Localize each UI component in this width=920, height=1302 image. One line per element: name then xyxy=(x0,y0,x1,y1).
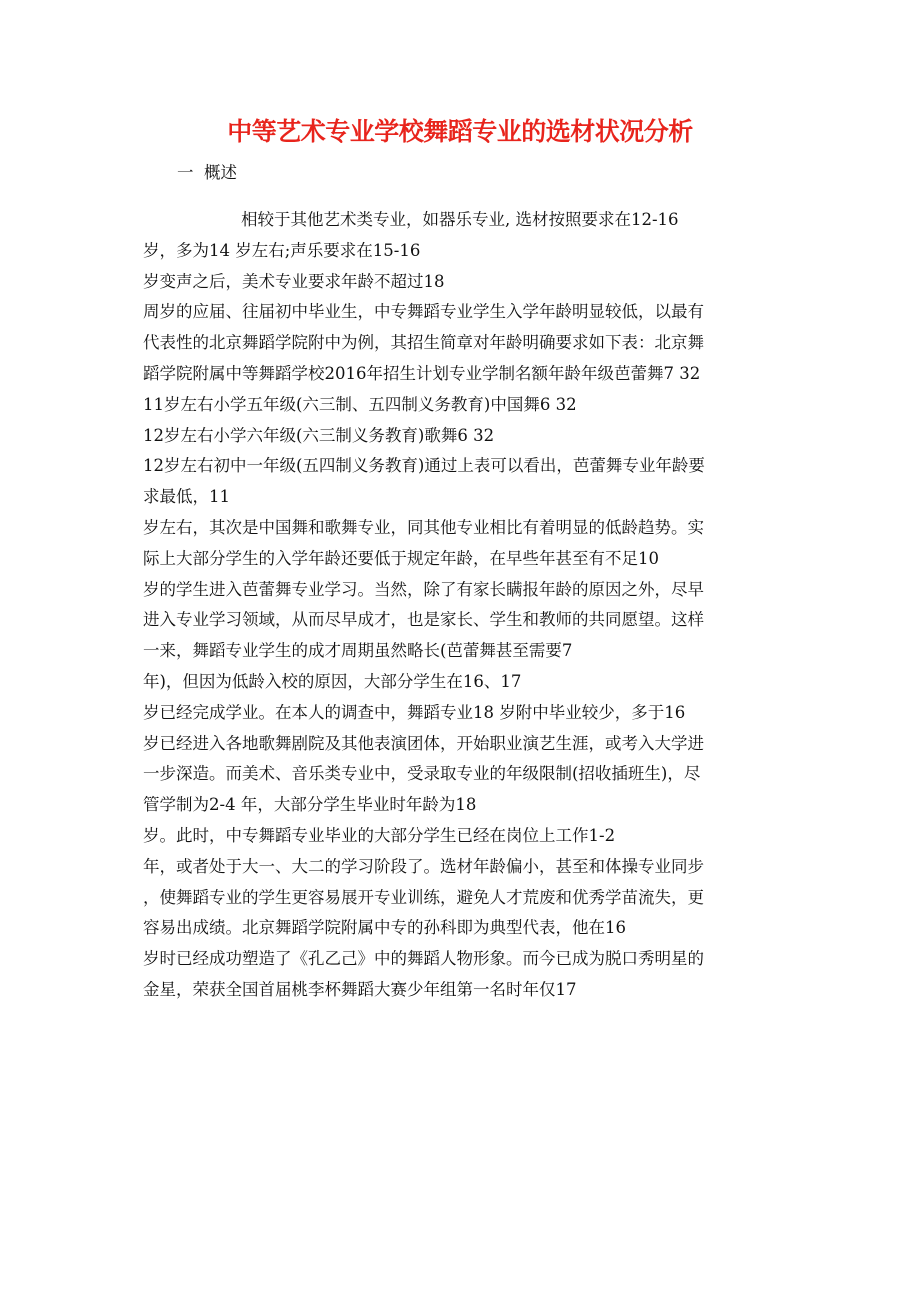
text-line: 12岁左右小学六年级(六三制义务教育)歌舞6 32 xyxy=(143,425,495,445)
text-line: 求最低，11 xyxy=(143,487,230,507)
text-line: 岁。此时，中专舞蹈专业毕业的大部分学生已经在岗位上工作1-2 xyxy=(143,825,616,845)
text-line: 相较于其他艺术类专业，如器乐专业, 选材按照要求在12-16 xyxy=(241,210,679,229)
text-line: 11岁左右小学五年级(六三制、五四制义务教育)中国舞6 32 xyxy=(143,394,577,414)
text-line: 岁的学生进入芭蕾舞专业学习。当然，除了有家长瞒报年龄的原因之外，尽早 xyxy=(143,579,704,599)
text-line: 进入专业学习领域，从而尽早成才，也是家长、学生和教师的共同愿望。这样 xyxy=(143,610,704,630)
text-line: 管学制为2-4 年，大部分学生毕业时年龄为18 xyxy=(143,795,477,815)
text-line: 岁左右，其次是中国舞和歌舞专业，同其他专业相比有着明显的低龄趋势。实 xyxy=(143,517,704,537)
section-heading: 一 概述 xyxy=(177,163,237,182)
text-line: 年，或者处于大一、大二的学习阶段了。选材年龄偏小，甚至和体操专业同步 xyxy=(143,856,704,876)
text-line: 岁，多为14 岁左右;声乐要求在15-16 xyxy=(143,240,421,260)
text-line: 岁已经进入各地歌舞剧院及其他表演团体，开始职业演艺生涯，或考入大学进 xyxy=(143,733,704,753)
text-line: 代表性的北京舞蹈学院附中为例，其招生简章对年龄明确要求如下表：北京舞 xyxy=(143,333,704,353)
text-line: 岁变声之后，美术专业要求年龄不超过18 xyxy=(143,271,445,291)
text-line: 岁时已经成功塑造了《孔乙己》中的舞蹈人物形象。而今已成为脱口秀明星的 xyxy=(143,949,704,969)
text-line: 年)，但因为低龄入校的原因，大部分学生在16、17 xyxy=(143,671,522,691)
body-text xyxy=(143,205,783,1006)
document-title: 中等艺术专业学校舞蹈专业的选材状况分析 xyxy=(227,117,693,146)
text-line: 一来，舞蹈专业学生的成才周期虽然略长(芭蕾舞甚至需要7 xyxy=(143,641,573,661)
text-line: 际上大部分学生的入学年龄还要低于规定年龄，在早些年甚至有不足10 xyxy=(143,548,659,568)
text-line: 蹈学院附属中等舞蹈学校2016年招生计划专业学制名额年龄年级芭蕾舞7 32 xyxy=(143,363,701,383)
text-line: 岁已经完成学业。在本人的调查中，舞蹈专业18 岁附中毕业较少，多于16 xyxy=(143,702,686,722)
text-line: 一步深造。而美术、音乐类专业中，受录取专业的年级限制(招收插班生)，尽 xyxy=(143,764,701,784)
text-line: 周岁的应届、往届初中毕业生，中专舞蹈专业学生入学年龄明显较低，以最有 xyxy=(143,302,704,322)
text-line: 容易出成绩。北京舞蹈学院附属中专的孙科即为典型代表，他在16 xyxy=(143,918,626,938)
text-line: 12岁左右初中一年级(五四制义务教育)通过上表可以看出，芭蕾舞专业年龄要 xyxy=(143,456,705,476)
text-line: 金星，荣获全国首届桃李杯舞蹈大赛少年组第一名时年仅17 xyxy=(143,979,577,999)
text-line: ，使舞蹈专业的学生更容易展开专业训练，避免人才荒废和优秀学苗流失，更 xyxy=(143,887,704,907)
